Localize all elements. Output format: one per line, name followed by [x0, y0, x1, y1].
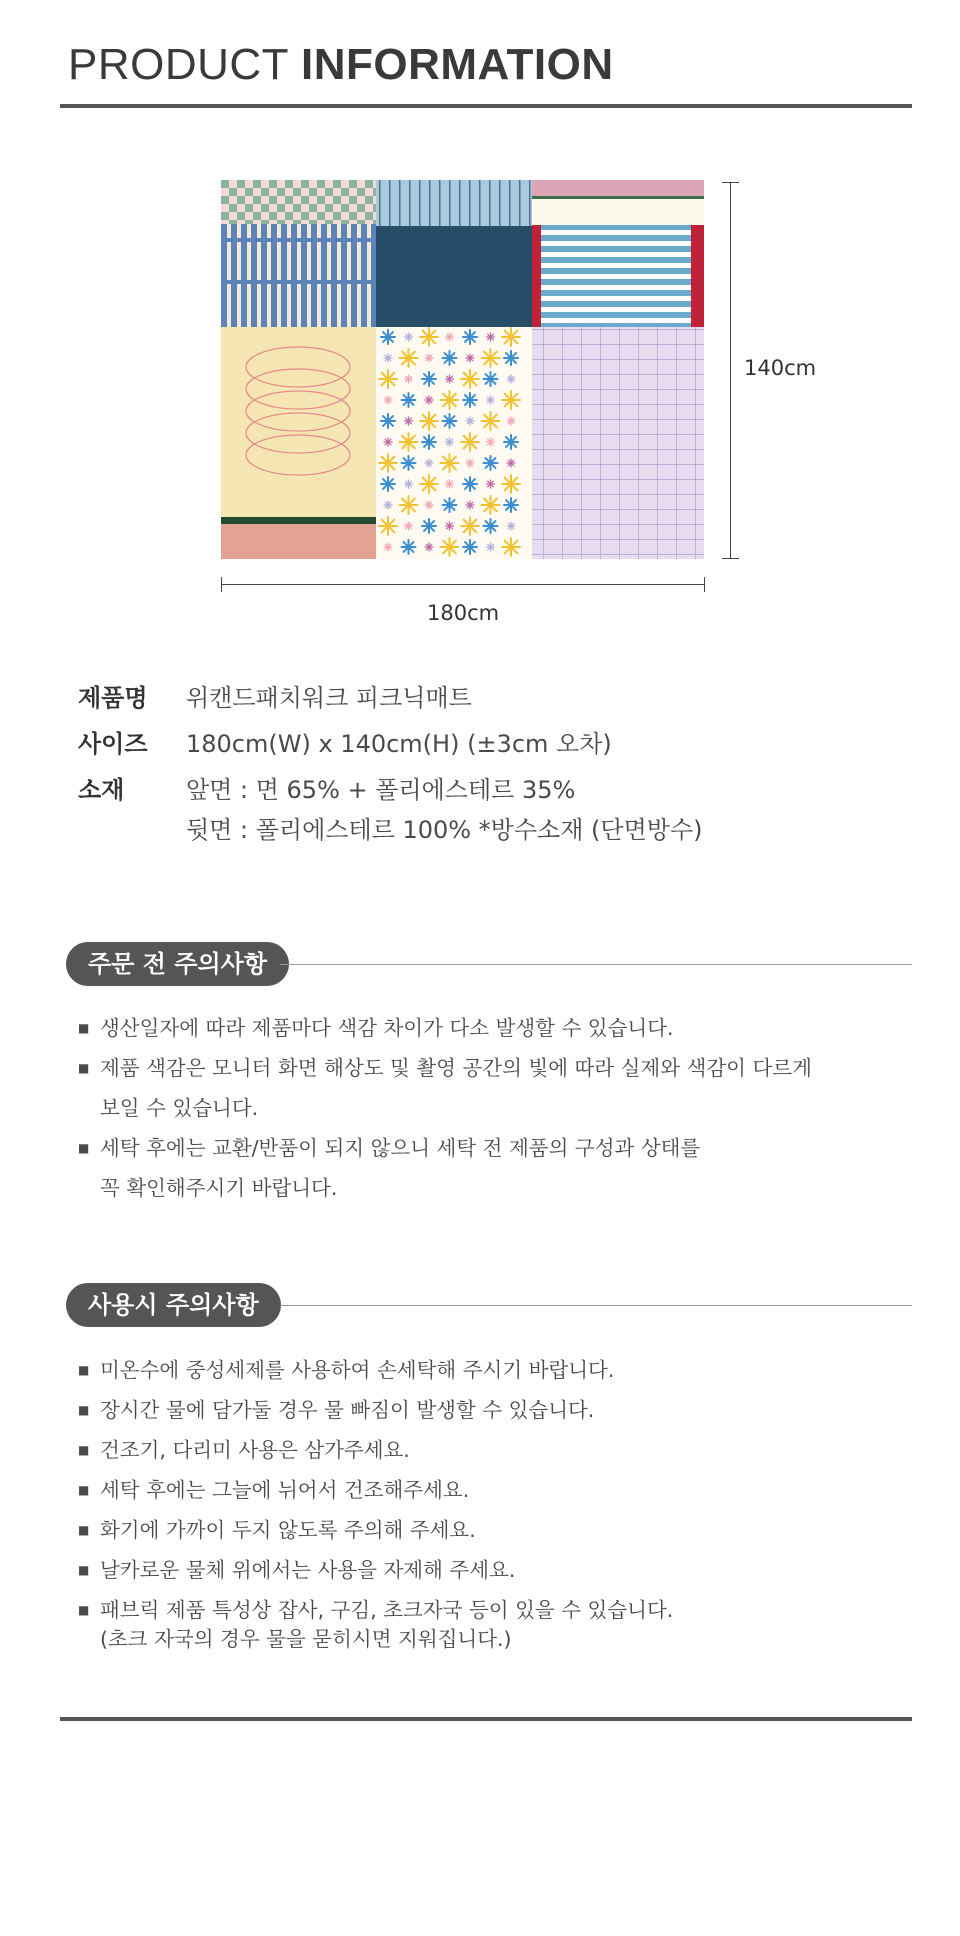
sparkle-icon: [502, 475, 520, 493]
sparkle-icon: [402, 393, 416, 407]
height-dimension-label: 140cm: [744, 356, 817, 380]
sparkle-icon: [463, 540, 477, 554]
order-notice-list: [78, 1008, 812, 1208]
sparkle-icon: [425, 396, 433, 404]
height-dimension-cap-top: [722, 182, 739, 183]
list-item: [78, 1470, 673, 1510]
sparkle-icon: [384, 543, 392, 551]
sparkle-icon: [502, 391, 520, 409]
spec-label: 소재: [78, 776, 125, 804]
sparkle-icon: [507, 417, 515, 425]
sparkle-icon: [484, 372, 498, 386]
spec-value: [186, 678, 472, 718]
sparkle-icon: [446, 333, 454, 341]
list-item: [78, 1430, 673, 1470]
bullet-icon: ■: [78, 1061, 90, 1075]
mat-pink-band: [532, 180, 704, 196]
spec-value: [186, 770, 703, 850]
sparkle-icon: [463, 393, 477, 407]
sparkle-icon: [502, 538, 520, 556]
height-dimension-line: [730, 182, 731, 559]
spec-value-line: 뒷면 : 폴리에스테르 100% *방수소재 (단면방수): [186, 816, 703, 844]
sparkle-icon: [504, 498, 518, 512]
usage-notice-divider: [280, 1305, 912, 1306]
sparkle-icon: [446, 480, 454, 488]
spec-row-size: [78, 732, 703, 764]
sparkle-icon: [446, 375, 454, 383]
sparkle-icon: [482, 496, 500, 514]
spec-label: 제품명: [78, 684, 148, 712]
width-dimension-label: 180cm: [427, 601, 500, 625]
sparkle-icon: [482, 349, 500, 367]
sparkle-icon: [507, 522, 515, 530]
mat-navy-panel: [376, 226, 532, 327]
sparkle-icon: [384, 396, 392, 404]
sparkle-icon: [466, 459, 474, 467]
sparkle-icon: [425, 354, 433, 362]
spec-value-line: 위캔드패치워크 피크닉매트: [186, 684, 472, 712]
page-title: [68, 40, 614, 90]
sparkle-icon: [425, 501, 433, 509]
sparkle-icon: [425, 459, 433, 467]
sparkle-icon: [441, 454, 459, 472]
bullet-icon: ■: [78, 1523, 90, 1537]
sparkle-icon: [487, 438, 495, 446]
sparkle-icon: [487, 396, 495, 404]
page-title-light: PRODUCT: [68, 40, 301, 89]
sparkle-icon: [405, 375, 413, 383]
note-text: 생산일자에 따라 제품마다 색감 차이가 다소 발생할 수 있습니다.: [100, 1016, 674, 1040]
mat-grid-panel: [532, 327, 704, 559]
sparkle-icon: [402, 456, 416, 470]
note-text: 화기에 가까이 두지 않도록 주의해 주세요.: [100, 1518, 476, 1542]
mat-oval-panel: [221, 327, 376, 517]
bullet-icon: ■: [78, 1443, 90, 1457]
order-notice-header: [66, 942, 912, 986]
note-text: 패브릭 제품 특성상 잡사, 구김, 초크자국 등이 있을 수 있습니다.: [100, 1598, 674, 1622]
bullet-icon: ■: [78, 1603, 90, 1617]
width-dimension-cap-left: [221, 577, 222, 592]
sparkle-icon: [463, 477, 477, 491]
product-illustration: [221, 180, 704, 559]
spec-value-line: 앞면 : 면 65% + 폴리에스테르 35%: [186, 776, 576, 804]
note-text: 세탁 후에는 교환/반품이 되지 않으니 세탁 전 제품의 구성과 상태를: [100, 1136, 701, 1160]
list-item: [78, 1390, 673, 1430]
mat-salmon-panel: [221, 524, 376, 559]
sparkle-icon: [400, 349, 418, 367]
sparkle-icon: [461, 517, 479, 535]
mat-horizontal-stripe-panel: [532, 225, 704, 327]
sparkle-icon: [443, 414, 457, 428]
sparkle-icon: [405, 333, 413, 341]
sparkle-icon: [487, 543, 495, 551]
list-item: [78, 1128, 812, 1208]
sparkle-icon: [443, 498, 457, 512]
spec-row-material: [78, 778, 703, 850]
sparkle-icon: [381, 477, 395, 491]
note-text: 날카로운 물체 위에서는 사용을 자제해 주세요.: [100, 1558, 516, 1582]
sparkle-icon: [441, 538, 459, 556]
sparkle-icon: [384, 354, 392, 362]
mat-light-blue-panel: [376, 180, 532, 226]
sparkle-icon: [461, 370, 479, 388]
list-item: [78, 1550, 673, 1590]
sparkle-icon: [405, 522, 413, 530]
sparkle-icon: [420, 412, 438, 430]
sparkle-icon: [441, 391, 459, 409]
note-text: 건조기, 다리미 사용은 삼가주세요.: [100, 1438, 410, 1462]
sparkle-icon: [381, 330, 395, 344]
sparkle-icon: [461, 433, 479, 451]
bullet-icon: ■: [78, 1141, 90, 1155]
sparkle-icon: [422, 435, 436, 449]
note-text: 미온수에 중성세제를 사용하여 손세탁해 주시기 바랍니다.: [100, 1358, 615, 1382]
sparkle-icon: [384, 501, 392, 509]
sparkle-icon: [463, 330, 477, 344]
sparkle-icon: [402, 540, 416, 554]
mat-check-panel: [221, 180, 376, 224]
bullet-icon: ■: [78, 1363, 90, 1377]
note-text-continued: 보일 수 있습니다.: [100, 1096, 259, 1120]
order-notice-divider: [280, 964, 912, 965]
sparkle-icon: [504, 435, 518, 449]
sparkle-icon: [466, 354, 474, 362]
bullet-icon: ■: [78, 1563, 90, 1577]
sparkle-icon: [502, 328, 520, 346]
sparkle-icon: [504, 351, 518, 365]
note-text: 제품 색감은 모니터 화면 해상도 및 촬영 공간의 빛에 따라 실제와 색감이 다르게: [100, 1056, 812, 1080]
sparkle-icon: [446, 522, 454, 530]
list-item: [78, 1590, 673, 1654]
list-item: [78, 1510, 673, 1550]
spec-value: [186, 724, 612, 764]
spec-value-line: 180cm(W) x 140cm(H) (±3cm 오차): [186, 730, 612, 758]
sparkle-icon: [420, 475, 438, 493]
sparkle-icon: [422, 372, 436, 386]
spec-row-name: [78, 686, 703, 718]
sparkle-icon: [400, 496, 418, 514]
spec-label: 사이즈: [78, 730, 148, 758]
sparkle-icon: [405, 417, 413, 425]
page-title-bold: INFORMATION: [300, 40, 614, 89]
sparkle-icon: [425, 543, 433, 551]
sparkle-icon: [381, 414, 395, 428]
note-text: 세탁 후에는 그늘에 뉘어서 건조해주세요.: [100, 1478, 470, 1502]
sparkle-icon: [487, 480, 495, 488]
sparkle-icon: [484, 519, 498, 533]
sparkle-icon: [405, 480, 413, 488]
sparkle-icon: [400, 433, 418, 451]
list-item: [78, 1350, 673, 1390]
note-text: 장시간 물에 담가둘 경우 물 빠짐이 발생할 수 있습니다.: [100, 1398, 595, 1422]
sparkle-icon: [507, 375, 515, 383]
sparkle-icon: [379, 454, 397, 472]
height-dimension-cap-bottom: [722, 558, 739, 559]
list-item: [78, 1008, 812, 1048]
sparkle-icon: [443, 351, 457, 365]
list-item: [78, 1048, 812, 1128]
note-text-continued: 꼭 확인해주시기 바랍니다.: [100, 1176, 338, 1200]
sparkle-icon: [507, 459, 515, 467]
sparkle-icon: [420, 328, 438, 346]
sparkle-icon: [384, 438, 392, 446]
sparkle-icon: [379, 517, 397, 535]
bullet-icon: ■: [78, 1403, 90, 1417]
order-notice-title: 주문 전 주의사항: [66, 942, 289, 986]
bullet-icon: ■: [78, 1021, 90, 1035]
sparkle-icon: [487, 333, 495, 341]
spec-table: [78, 686, 703, 864]
sparkle-icon: [466, 501, 474, 509]
sparkle-icon: [484, 456, 498, 470]
bottom-divider: [60, 1717, 912, 1721]
usage-notice-header: [66, 1283, 912, 1327]
note-subtext: (초크 자국의 경우 물을 묻히시면 지워집니다.): [100, 1627, 512, 1651]
usage-notice-list: [78, 1350, 673, 1654]
top-divider: [60, 104, 912, 108]
sparkle-icon: [446, 438, 454, 446]
width-dimension-cap-right: [704, 577, 705, 592]
width-dimension-line: [221, 584, 704, 585]
bullet-icon: ■: [78, 1483, 90, 1497]
sparkle-icon: [422, 519, 436, 533]
sparkle-icon: [379, 370, 397, 388]
sparkle-icon: [482, 412, 500, 430]
usage-notice-title: 사용시 주의사항: [66, 1283, 281, 1327]
sparkle-icon: [466, 417, 474, 425]
